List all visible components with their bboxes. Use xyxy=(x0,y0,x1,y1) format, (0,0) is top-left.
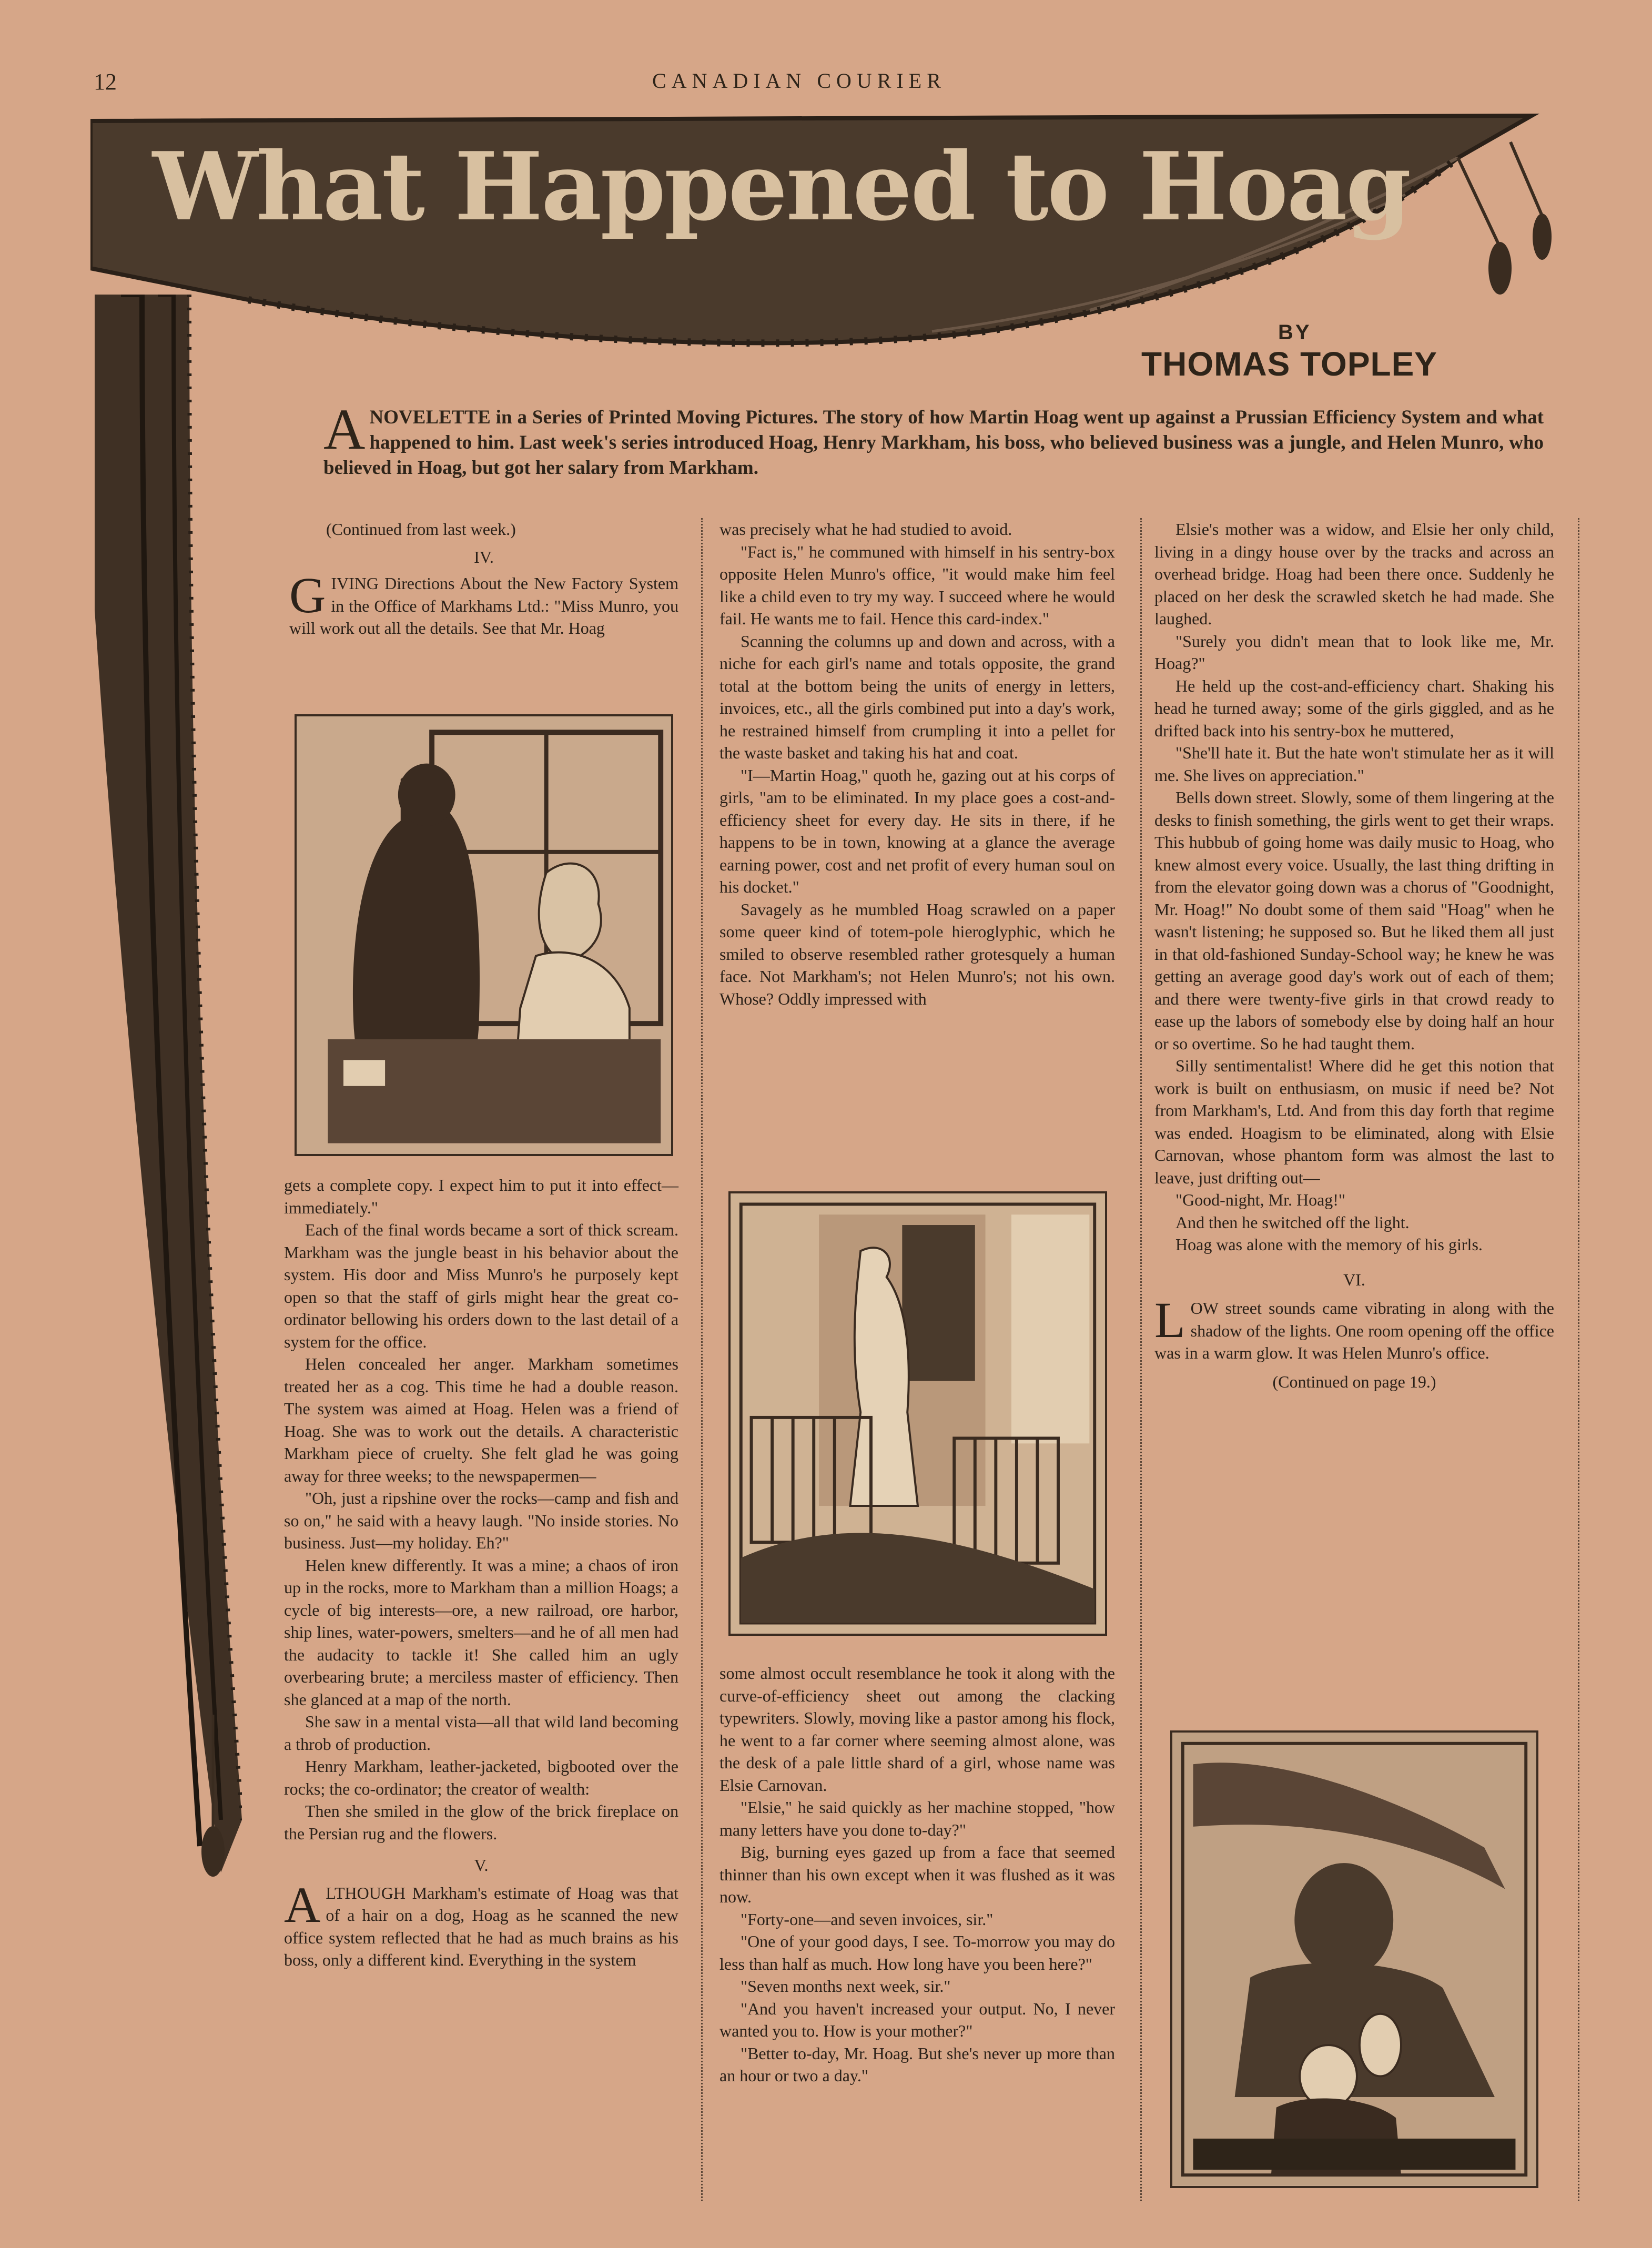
page-header xyxy=(0,68,1652,105)
c3-paragraph-5: Bells down street. Slowly, some of them lingering at the desks to finish something, the girls went to get their wraps. This hubbub of going home was daily music to Hoag, who knew almost every voice. Usually, the last thing drifting in from the elevator going down was a chorus of "Goodnight, Mr. Hoag!" No doubt some of them said "Hoag" when he wasn't listening; he supposed so. But he liked them all just in that old-fashioned Sunday-School way; he knew he was getting an average good day's work out of each of them; and there were twenty-five girls in that crowd ready to ease up the labors of somebody else by doing half an hour or so overtime. So he had taught them. xyxy=(1154,788,1554,1053)
byline-by: BY xyxy=(1278,321,1312,344)
curtain-drape xyxy=(84,295,242,2214)
paragraph-oh: "Oh, just a ripshine over the rocks—camp and fish and so on," he said with a heavy laugh. "No inside stories. No business. Just—my holiday. Eh?" xyxy=(284,1488,678,1552)
paragraph-then: Then she smiled in the glow of the brick fireplace on the Persian rug and the flowers. xyxy=(284,1801,678,1843)
dropcap-a: A xyxy=(284,1876,321,1933)
publication-name: CANADIAN COURIER xyxy=(652,69,946,93)
c2-paragraph-1: was precisely what he had studied to avoid. xyxy=(719,520,1012,539)
intro-text: NOVELETTE in a Series of Printed Moving Pictures. The story of how Martin Hoag went up against a Prussian Efficiency System and what happened to him. Last week's series introduced Hoag, Henry Markham, his boss, who believed business was a jungle, and Helen Munro, who believed in Hoag, but got her salary from Markham. xyxy=(323,407,1544,479)
c2-paragraph-10: "One of your good days, I see. To-morrow you may do less than half as much. How long have you been here?" xyxy=(719,1932,1115,1973)
dropcap-g: G xyxy=(289,567,326,623)
continued-from: (Continued from last week.) xyxy=(326,520,516,539)
paragraph-helen-2: Helen knew differently. It was a mine; a chaos of iron up in the rocks, more to Markham than a million Hoags; a cycle of big interests—ore, a new railroad, ore harbor, ship lines, water-powers, smelters—and he of all men had the audacity to tackle it! She called him an ugly overbearing brute; a merciless master of efficiency. Then she glanced at a map of the north. xyxy=(284,1555,678,1709)
paragraph-saw: She saw in a mental vista—all that wild land becoming a throb of production. xyxy=(284,1712,678,1754)
paragraph-giving: GIVING Directions About the New Factory System in the Office of Markhams Ltd.: "Miss Munro, you will work out all the details. See that Mr. Hoag xyxy=(289,567,678,637)
illustration-markham-munro xyxy=(295,714,673,1156)
intro-dropcap: A xyxy=(323,397,366,461)
c2-paragraph-6: some almost occult resemblance he took it along with the curve-of-efficiency sheet out among the clacking typewriters. Slowly, moving like a pastor among his flock, he went to a far corner where seeming almost alone, was the desk of a pale little shard of a girl, whose name was Elsie Carnovan. xyxy=(719,1664,1115,1795)
c2-paragraph-9: "Forty-one—and seven invoices, sir." xyxy=(741,1909,994,1929)
c2-paragraph-7: "Elsie," he said quickly as her machine stopped, "how many letters have you done to-day?" xyxy=(719,1798,1115,1839)
c3-paragraph-4: "She'll hate it. But the hate won't stimulate her as it will me. She lives on appreciation." xyxy=(1154,743,1554,785)
column-2-top xyxy=(719,518,1115,1010)
paragraph-gets: gets a complete copy. I expect him to put it into effect—immediately." xyxy=(284,1176,678,1217)
c3-paragraph-3: He held up the cost-and-efficiency chart. Shaking his head he turned away; some of the girls giggled, and as he drifted back into his sentry-box he muttered, xyxy=(1154,676,1554,740)
illustration-elsie-leaving xyxy=(728,1191,1107,1636)
page-number: 12 xyxy=(94,69,117,95)
illustration-shadow-silhouette xyxy=(1170,1730,1538,2188)
story-intro xyxy=(323,397,1544,481)
paragraph-helen-1: Helen concealed her anger. Markham sometimes treated her as a cog. This time he had a double reason. The system was aimed at Hoag. Helen was a friend of Hoag. She was to work out the details. A characteristic Markham piece of cruelty. She felt glad he was going away for three weeks; to the newspapermen— xyxy=(284,1354,678,1485)
c3-paragraph-8: And then he switched off the light. xyxy=(1175,1212,1410,1232)
section-v-heading: V. xyxy=(474,1856,489,1875)
author-name: THOMAS TOPLEY xyxy=(1141,345,1437,383)
c2-paragraph-8: Big, burning eyes gazed up from a face that seemed thinner than his own except when it was flushed as it was now. xyxy=(719,1842,1115,1906)
c2-paragraph-5: Savagely as he mumbled Hoag scrawled on a paper some queer kind of totem-pole hieroglyphic, which he smiled to observe resembled rather grotesquely a human face. Not Markham's; not Helen Munro's; not his own. Whose? Oddly impressed with xyxy=(719,899,1115,1008)
column-rule-3 xyxy=(1578,518,1583,2201)
section-vi-heading: VI. xyxy=(1343,1270,1365,1289)
column-3 xyxy=(1154,518,1554,1393)
c3-paragraph-10: LOW street sounds came vibrating in along with the shadow of the lights. One room opening off the office was in a warm glow. It was Helen Munro's office. xyxy=(1154,1292,1554,1362)
c3-paragraph-1: Elsie's mother was a widow, and Elsie her only child, living in a dingy house over by the tracks and across an overhead bridge. Hoag had been there once. Suddenly he placed on her desk the scrawled sketch he had made. She laughed. xyxy=(1154,520,1554,628)
dropcap-l: L xyxy=(1154,1292,1185,1348)
paragraph-henry: Henry Markham, leather-jacketed, bigbooted over the rocks; the co-ordinator; the creator of wealth: xyxy=(284,1757,678,1798)
c2-paragraph-3: Scanning the columns up and down and across, with a niche for each girl's name and totals opposite, the grand total at the bottom being the units of energy in letters, invoices, etc., all the girls combined put into a day's work, he restrained himself from crumpling it into a pellet for the waste basket and taking his hat and coat. xyxy=(719,631,1115,762)
c2-paragraph-12: "And you haven't increased your output. No, I never wanted you to. How is your mother?" xyxy=(719,1999,1115,2040)
column-1-top xyxy=(289,518,678,640)
paragraph-each: Each of the final words became a sort of thick scream. Markham was the jungle beast in his behavior about the system. His door and Miss Munro's he purposely kept open so that the staff of girls might hear the great co-ordinator bellowing his orders down to the last detail of a system for the office. xyxy=(284,1220,678,1351)
column-rule-1 xyxy=(701,518,706,2201)
c3-paragraph-9: Hoag was alone with the memory of his girls. xyxy=(1175,1235,1483,1254)
c2-paragraph-4: "I—Martin Hoag," quoth he, gazing out at his corps of girls, "am to be eliminated. In my place goes a cost-and-efficiency sheet for every day. He sits in there, if he happens to be in town, knowing at a glance the average earning power, cost and net profit of every human soul on his docket." xyxy=(719,765,1115,896)
paragraph-although: ALTHOUGH Markham's estimate of Hoag was that of a hair on a dog, Hoag as he scanned the new office system reflected that he had as much brains as his boss, only a different kind. Everything in the system xyxy=(284,1876,678,1969)
c2-paragraph-13: "Better to-day, Mr. Hoag. But she's never up more than an hour or two a day." xyxy=(719,2043,1115,2085)
continued-on: (Continued on page 19.) xyxy=(1272,1372,1436,1391)
column-rule-2 xyxy=(1140,518,1145,2201)
column-2-bottom xyxy=(719,1662,1115,2087)
c2-paragraph-2: "Fact is," he communed with himself in his sentry-box opposite Helen Munro's office, "it would make him feel like a child even to try my way. I succeed where he would fail. He wants me to fail. Hence this card-index." xyxy=(719,542,1115,628)
c2-paragraph-11: "Seven months next week, sir." xyxy=(741,1977,951,1996)
section-iv-heading: IV. xyxy=(474,547,494,566)
story-title: What Happened to Hoag xyxy=(153,131,1410,241)
column-1-bottom xyxy=(284,1174,678,1971)
c3-paragraph-2: "Surely you didn't mean that to look like me, Mr. Hoag?" xyxy=(1154,631,1554,673)
c3-paragraph-6: Silly sentimentalist! Where did he get this notion that work is built on enthusiasm, on music if need be? Not from Markham's, Ltd. And from this day forth that regime was ended. Hoagism to be eliminated, along with Elsie Carnovan, whose phantom form was almost the last to leave, just drifting out— xyxy=(1154,1056,1554,1187)
c3-paragraph-7: "Good-night, Mr. Hoag!" xyxy=(1175,1190,1345,1209)
